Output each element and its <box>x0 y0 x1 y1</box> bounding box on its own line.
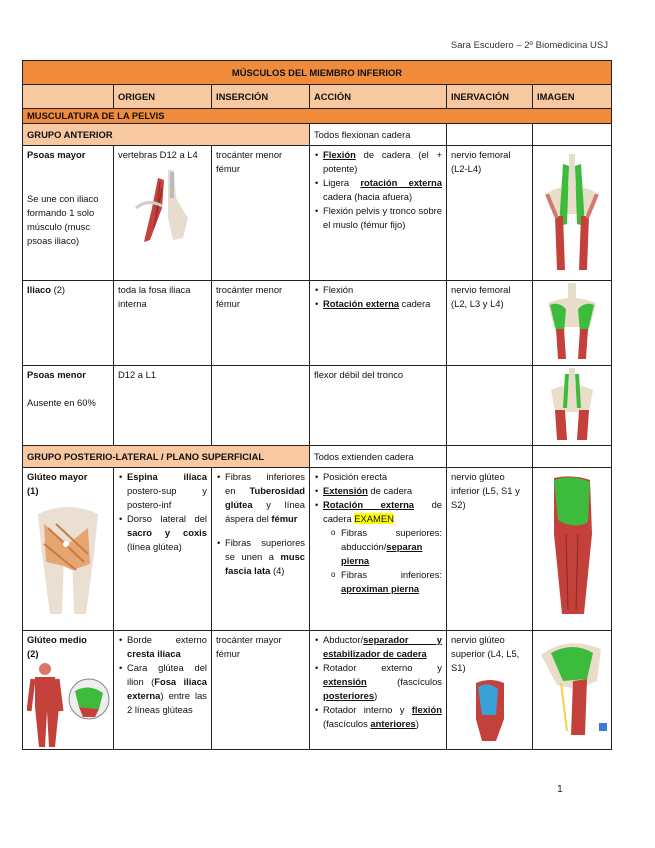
section-title: MUSCULATURA DE LA PELVIS <box>23 109 612 124</box>
group-posterior-title: GRUPO POSTERIO-LATERAL / PLANO SUPERFICIAL <box>23 446 310 468</box>
inervacion-text: nervio femoral (L2, L3 y L4) <box>447 281 533 366</box>
exam-highlight: EXAMEN <box>354 513 394 524</box>
table-row: Glúteo mayor (1) • Espina iliaca postero-sup y postero-inf • Dorso lateral del sacro y coxis (línea glútea) • Fibras inferiores en Tuberosidad glútea y línea áspera del fémur • Fibras superiores se unen a musc fascia lata (4) • Posición erecta • Extensión de cadera • Rotación externa de cadera EXAMEN o Fibras superiores: abducción/separan pierna o Fibras inferiores: aproximan pierna nervio glúteo inferior (L5, S1 y S2) <box>23 468 612 631</box>
inervacion-text: nervio glúteo inferior (L5, S1 y S2) <box>447 468 533 631</box>
muscle-table <box>22 60 612 750</box>
col-insercion: INSERCIÓN <box>212 85 310 109</box>
table-row: Iliaco (2) toda la fosa iliaca interna trocánter menor fémur • Flexión • Rotación externa cadera nervio femoral (L2, L3 y L4) <box>23 281 612 366</box>
gluteo-medio-detail-image <box>470 679 510 741</box>
page-number: 1 <box>557 783 563 795</box>
table-title: MÚSCULOS DEL MIEMBRO INFERIOR <box>23 61 612 85</box>
gluteo-mayor-anatomy-image <box>28 504 108 614</box>
group-posterior-action: Todos extienden cadera <box>310 446 447 468</box>
origen-text: vertebras D12 a L4 <box>118 149 198 160</box>
insercion-text: trocánter mayor fémur <box>212 631 310 750</box>
pelvis-psoas-image <box>541 154 603 272</box>
gluteo-medio-image <box>537 635 609 735</box>
col-inervacion: INERVACIÓN <box>447 85 533 109</box>
muscle-note: Ausente en 60% <box>27 397 96 408</box>
inervacion-text: nervio femoral (L2-L4) <box>447 146 533 281</box>
origen-text: D12 a L1 <box>114 366 212 446</box>
pelvis-iliaco-image <box>544 283 600 359</box>
page-header: Sara Escudero – 2º Biomedicina USJ <box>450 40 608 51</box>
table-row <box>23 366 612 446</box>
muscle-name: Glúteo mayor <box>27 471 88 482</box>
muscle-note: Se une con iliaco formando 1 solo músculo (musc psoas iliaco) <box>27 193 99 246</box>
col-accion: ACCIÓN <box>310 85 447 109</box>
inervacion-text: nervio glúteo superior (L4, L5, S1) <box>451 634 520 673</box>
origen-text: toda la fosa iliaca interna <box>114 281 212 366</box>
insercion-text: trocánter menor fémur <box>212 281 310 366</box>
table-row: Psoas mayor Se une con iliaco formando 1 solo músculo (musc psoas iliaco) vertebras D12 a L4 trocánter menor fémur • Flexión de cadera (el + potente) • Ligera rotación externa cadera (hacia afuera) • Flexión pelvis y tronco sobre el muslo (fémur fijo) nervio femoral (L2-L4) <box>23 146 612 281</box>
col-imagen: IMAGEN <box>533 85 612 109</box>
group-row-posterior <box>23 446 612 468</box>
table-row: Glúteo medio (2) • Borde externo cresta iliaca • Cara glútea del ilion (Fosa iliaca externa) entre las 2 líneas glúteas trocánter mayor fémur • Abductor/separador y estabilizador de cadera • Rotador externo y extensión (fascículos posteriores) • Rotador interno y flexión (fascículos anteriores) nervio glúteo superior (L4, L5, S1) <box>23 631 612 750</box>
muscle-name: Iliaco <box>27 284 51 295</box>
accion-text: flexor débil del tronco <box>310 366 447 446</box>
group-anterior-title: GRUPO ANTERIOR <box>23 124 310 146</box>
gluteo-medio-body-image <box>27 661 111 747</box>
group-row-anterior <box>23 124 612 146</box>
muscle-name: Glúteo medio <box>27 634 87 645</box>
psoas-anatomy-image <box>128 168 198 250</box>
insercion-text: trocánter menor fémur <box>212 146 310 281</box>
pelvis-psoas-menor-image <box>547 368 597 440</box>
col-origen: ORIGEN <box>114 85 212 109</box>
group-anterior-action: Todos flexionan cadera <box>310 124 447 146</box>
gluteo-mayor-image <box>548 474 596 614</box>
muscle-name: Psoas menor <box>27 369 86 380</box>
column-headers <box>23 85 612 109</box>
muscle-name: Psoas mayor <box>27 149 86 160</box>
